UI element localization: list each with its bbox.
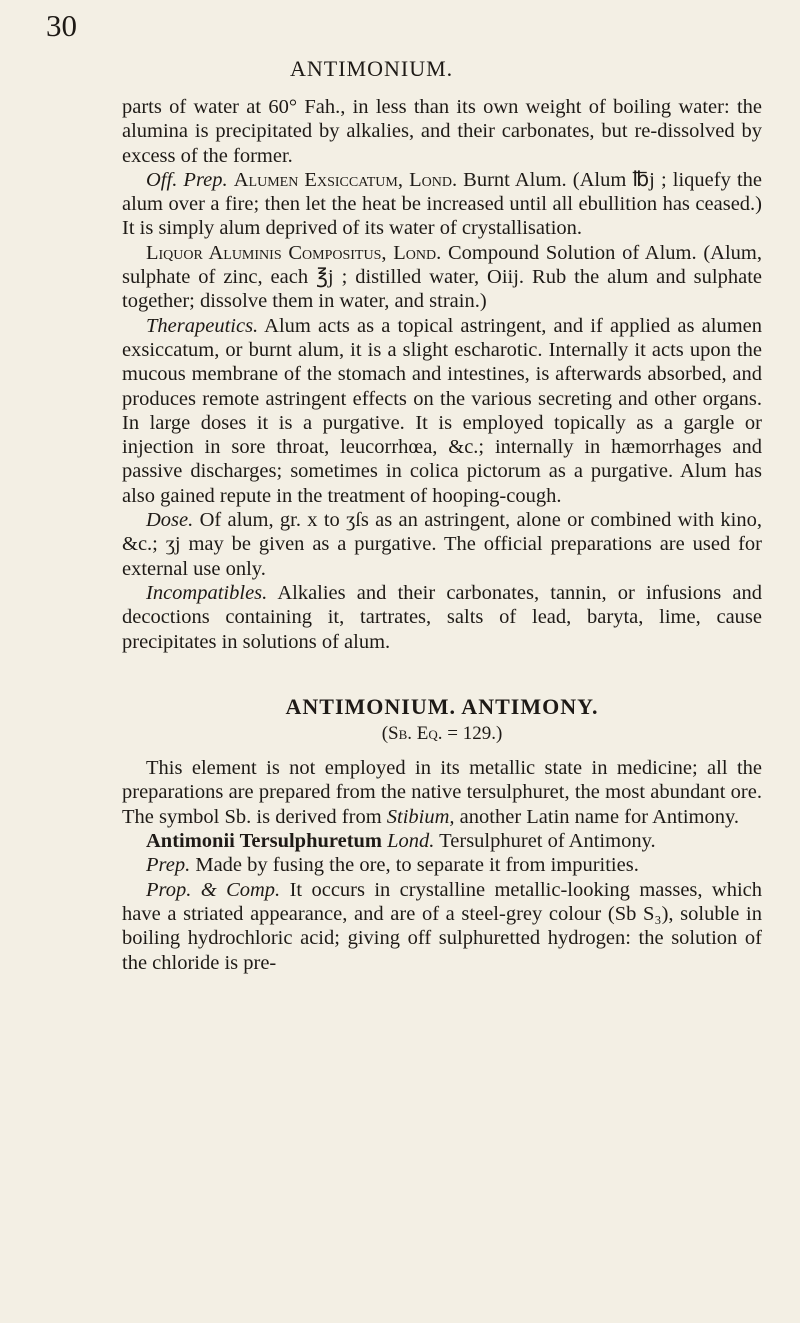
- antimony-intro-end: another Latin name for Antimony.: [454, 805, 740, 828]
- prep-label: Prep.: [146, 854, 191, 877]
- dose-label: Dose.: [146, 509, 194, 532]
- tersulphuret-lond: Lond.: [382, 830, 435, 853]
- alumen-exsiccatum-paragraph: [122, 168, 762, 241]
- liquor-aluminis-name: Liquor Aluminis Compositus, Lond.: [146, 241, 442, 264]
- liquor-aluminis-paragraph: [122, 241, 762, 314]
- antimony-equivalent: (Sb. Eq. = 129.): [381, 722, 503, 744]
- tersulphuret-paragraph: [122, 829, 762, 853]
- prop-comp-text: It occurs in crystalline metallic-looking masses, which have a striated appearance, and are of a steel-grey colour (Sb S₃), soluble in boiling hydrochloric acid; giving off sulphuretted hydrogen: the solution of the chloride is pre-: [122, 878, 762, 974]
- prop-comp-paragraph: [122, 878, 762, 975]
- incompatibles-paragraph: [122, 581, 762, 654]
- alum-continuation-paragraph: parts of water at 60° Fah., in less than its own weight of boiling water: the alumina is precipitated by alkalies, and their carbonates, but re-dissolved by excess of the former.: [122, 96, 762, 167]
- dose-paragraph: [122, 508, 762, 581]
- dose-text: Of alum, gr. x to ʒſs as an astringent, alone or combined with kino, &c.; ʒj may be given as a purgative. The official preparations are used for external use only.: [122, 509, 762, 580]
- prop-comp-label: Prop. & Comp.: [146, 878, 281, 901]
- therapeutics-text: Alum acts as a topical astringent, and if applied as alumen exsiccatum, or burnt alum, it is a slight escharotic. Internally it acts upon the mucous membrane of the stomach and intestines, is afterwards absorbed, and produces remote astringent effects on the various secreting and other organs. In large doses it is a purgative. It is employed topically as a gargle or injection in sore throat, leucorrhœa, &c.; internally in hæmorrhages and passive discharges; sometimes in colica pictorum as a purgative. Alum has also gained repute in the treatment of hooping-cough.: [122, 314, 762, 507]
- prep-paragraph: [122, 853, 762, 877]
- page-body: [122, 95, 762, 975]
- therapeutics-paragraph: [122, 314, 762, 508]
- liquor-aluminis-text: Compound Solution of Alum. (Alum, sulphate of zinc, each ℥j ; distilled water, Oiij. Rub the alum and sulphate together; dissolve them in water, and strain.): [122, 241, 762, 313]
- alumen-exsiccatum-text: Burnt Alum. (Alum ℔j ; liquefy the alum over a fire; then let the heat be increased until all ebullition has ceased.) It is simply alum deprived of its water of crystallisation.: [122, 168, 762, 240]
- alumen-exsiccatum-name: Alumen Exsiccatum, Lond.: [233, 168, 458, 191]
- antimony-intro-paragraph: [122, 756, 762, 829]
- antimony-section-heading: ANTIMONIUM. ANTIMONY.: [285, 693, 599, 719]
- page-number: 30: [46, 8, 77, 43]
- tersulphuret-text: Tersulphuret of Antimony.: [434, 830, 656, 853]
- off-prep-label: Off. Prep.: [146, 168, 228, 191]
- prep-text: Made by fusing the ore, to separate it from impurities.: [190, 854, 639, 877]
- incompatibles-text: Alkalies and their carbonates, tannin, or infusions and decoctions containing it, tartrates, salts of lead, baryta, lime, cause precipitates in solutions of alum.: [122, 581, 762, 653]
- antimony-intro-text: This element is not employed in its metallic state in medicine; all the preparations are prepared from the native tersulphuret, the most abundant ore. The symbol Sb. is derived from: [122, 757, 762, 828]
- stibium-term: Stibium,: [386, 805, 455, 828]
- tersulphuret-name: Antimonii Tersulphuretum: [146, 830, 383, 853]
- running-head: ANTIMONIUM.: [290, 56, 454, 81]
- incompatibles-label: Incompatibles.: [146, 581, 268, 604]
- therapeutics-label: Therapeutics.: [146, 314, 259, 337]
